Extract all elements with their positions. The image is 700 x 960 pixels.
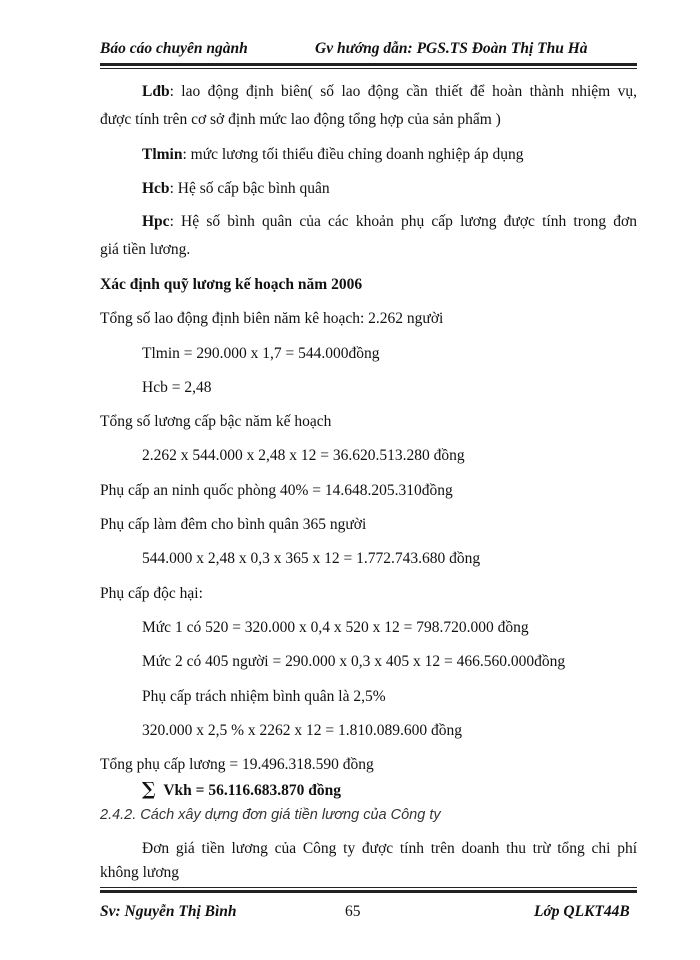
header-rule-thin: [100, 68, 637, 69]
def-ldb-text1: : lao động định biên( số lao động cần thiết để hoàn thành nhiệm vụ,: [169, 83, 637, 100]
security-allowance: Phụ cấp an ninh quốc phòng 40% = 14.648.205.310đồng: [100, 482, 453, 499]
grade-salary-calc: 2.262 x 544.000 x 2,48 x 12 = 36.620.513.280 đồng: [142, 447, 465, 464]
def-tlmin-text: : mức lương tối thiểu điều chỉng doanh nghiệp áp dụng: [182, 146, 524, 163]
hazard-level1: Mức 1 có 520 = 320.000 x 0,4 x 520 x 12 = 798.720.000 đồng: [142, 619, 529, 636]
hazard-label: Phụ cấp độc hại:: [100, 585, 203, 602]
night-allowance-calc: 544.000 x 2,48 x 0,3 x 365 x 12 = 1.772.743.680 đồng: [142, 550, 481, 567]
def-tlmin-term: Tlmin: [142, 146, 183, 163]
para-line2: không lương: [100, 864, 180, 881]
vkh-total-row: [142, 779, 341, 800]
footer-rule-thick: [100, 890, 637, 893]
hcb-value: Hcb = 2,48: [142, 379, 212, 396]
header-supervisor: Gv hướng dẫn: PGS.TS Đoàn Thị Thu Hà: [315, 40, 588, 57]
def-hcb-term: Hcb: [142, 180, 170, 197]
footer-student: Sv: Nguyễn Thị Bình: [100, 903, 237, 920]
total-labor: Tổng số lao động định biên năm kê hoạch: 2.262 người: [100, 310, 444, 327]
responsibility-label: Phụ cấp trách nhiệm bình quân là 2,5%: [142, 688, 386, 705]
def-hpc-line1: [100, 213, 637, 231]
def-tlmin: [142, 146, 523, 164]
footer-class: Lớp QLKT44B: [534, 903, 630, 920]
sigma-symbol: ∑: [142, 779, 156, 800]
total-allowance: Tổng phụ cấp lương = 19.496.318.590 đồng: [100, 756, 374, 773]
def-ldb-line2: được tính trên cơ sở định mức lao động tổng hợp của sản phẩm ): [100, 111, 501, 128]
tlmin-calc: Tlmin = 290.000 x 1,7 = 544.000đồng: [142, 345, 380, 362]
vkh-total: Vkh = 56.116.683.870 đồng: [163, 782, 341, 799]
def-hpc-line2: giá tiền lương.: [100, 241, 191, 258]
def-ldb-line1: [100, 83, 637, 101]
grade-salary-label: Tổng số lương cấp bậc năm kế hoạch: [100, 413, 332, 430]
section-heading: Xác định quỹ lương kế hoạch năm 2006: [100, 276, 363, 293]
night-allowance-label: Phụ cấp làm đêm cho bình quân 365 người: [100, 516, 367, 533]
def-hcb: [142, 180, 330, 198]
def-hpc-text1: : Hệ số bình quân của các khoản phụ cấp lương được tính trong đơn: [169, 213, 637, 230]
def-ldb-term: Lđb: [142, 83, 170, 100]
section-title: 2.4.2. Cách xây dựng đơn giá tiền lương của Công ty: [100, 807, 441, 823]
hazard-level2: Mức 2 có 405 người = 290.000 x 0,3 x 405 x 12 = 466.560.000đồng: [142, 653, 566, 670]
para-line1: Đơn giá tiền lương của Công ty được tính trên doanh thu trừ tổng chi phí: [142, 840, 637, 857]
page-number: 65: [345, 903, 361, 920]
def-hpc-term: Hpc: [142, 213, 170, 230]
header-report-title: Báo cáo chuyên ngành: [100, 40, 248, 57]
def-hcb-text: : Hệ số cấp bậc bình quân: [169, 180, 330, 197]
responsibility-calc: 320.000 x 2,5 % x 2262 x 12 = 1.810.089.600 đồng: [142, 722, 463, 739]
header-rule-thick: [100, 63, 637, 66]
footer-rule-thin: [100, 887, 637, 888]
